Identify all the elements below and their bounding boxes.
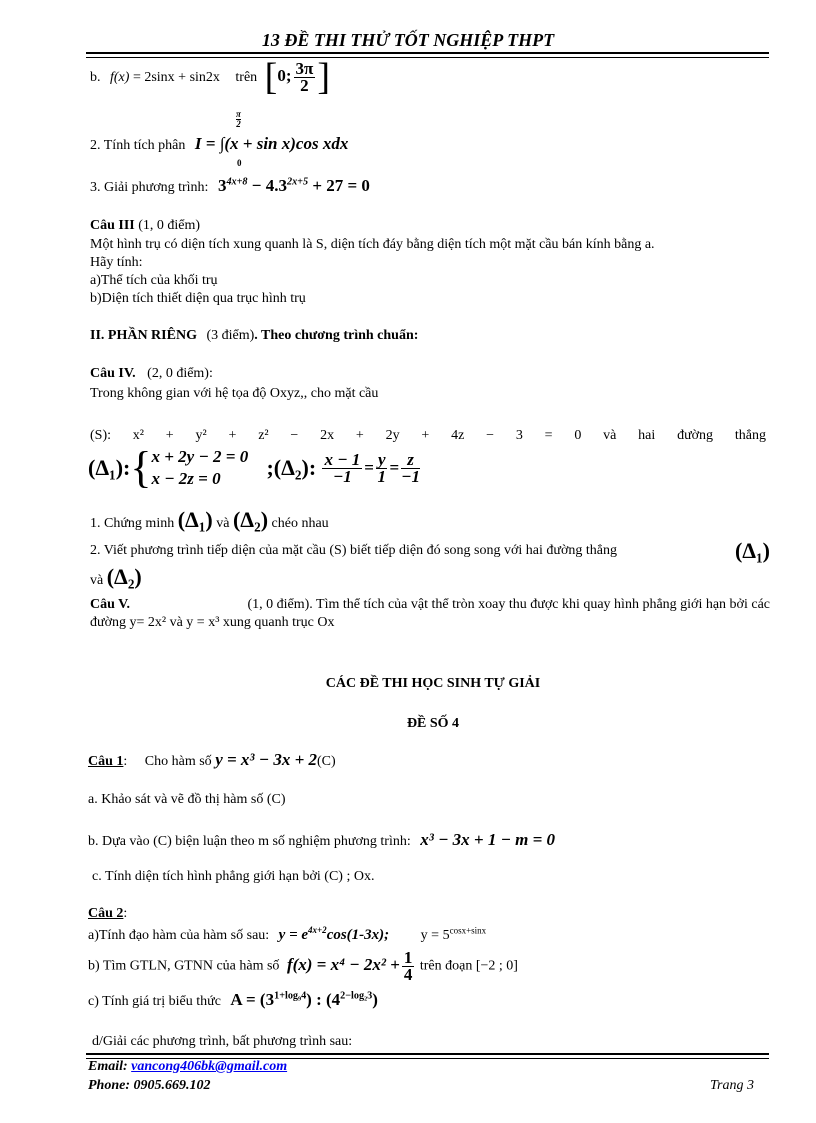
de4-cau1-line	[88, 750, 336, 770]
footer-phone	[88, 1078, 211, 1094]
integral-formula: I = ∫(x + sin x)cos xdx	[194, 134, 349, 153]
email-label: Email:	[88, 1059, 128, 1074]
num: z	[401, 452, 420, 469]
item1-d1: (Δ₁)	[177, 507, 213, 532]
term: −	[290, 428, 299, 443]
num: 1	[403, 948, 413, 967]
part-b-line	[90, 58, 330, 96]
cau4-item2-cont	[90, 564, 142, 590]
interval-fraction	[294, 58, 316, 95]
cau3-line2: Hãy tính:	[90, 255, 143, 270]
term: z²	[258, 428, 269, 443]
c-end: )	[372, 990, 378, 1009]
delta2-frac1	[322, 449, 362, 486]
q2-text: 2. Tính tích phân	[90, 138, 186, 153]
footer-email	[88, 1059, 287, 1075]
integral-upper-limit	[236, 110, 241, 129]
item2-d2: (Δ₂)	[106, 564, 142, 589]
delta2-frac2	[376, 449, 388, 486]
b-formula: f(x) = x⁴ − 2x² +	[286, 954, 400, 974]
delta1-label: (Δ₁):	[88, 455, 131, 480]
phone-label: Phone:	[88, 1078, 130, 1093]
de4-cau2-heading	[88, 906, 127, 922]
part2-heading	[90, 328, 418, 344]
den: 4	[403, 965, 413, 984]
cau3-heading	[90, 218, 200, 234]
delta2-label: ;(Δ₂):	[266, 455, 317, 480]
term: thẳng	[734, 428, 766, 443]
delta2-frac3	[401, 449, 420, 486]
func-expr: = 2sinx + sin2x	[132, 69, 220, 85]
self-solve-subtitle: ĐỀ SỐ 4	[406, 716, 460, 731]
den: −1	[401, 466, 420, 486]
exp1: 4x+8	[226, 176, 248, 188]
b-suffix: trên đoạn [−2 ; 0]	[419, 958, 518, 974]
item1-prefix: 1. Chứng minh	[90, 516, 175, 531]
num: y	[377, 449, 386, 469]
brace-icon: {	[130, 443, 152, 492]
cau5-title: Câu V.	[90, 597, 130, 612]
cau1-text: Cho hàm số	[144, 754, 212, 769]
mid: − 4.3	[247, 176, 287, 195]
delta-lines: (Δ₁):{ x + 2y − 2 = 0 x − 2z = 0 ;(Δ₂): $\frac{x - 1}{-1}$ = $\frac{y}{1}$ = $\frac{z}{-1}$	[88, 443, 420, 492]
q3-text: 3. Giải phương trình:	[90, 180, 209, 195]
cau4-title: Câu IV.	[90, 366, 136, 381]
term: 3	[515, 428, 523, 443]
cau3-line1: Một hình trụ có diện tích xung quanh là S, diện tích đáy bằng diện tích một mặt cầu bán kính bằng a.	[90, 237, 655, 252]
left-bracket: [	[264, 56, 278, 98]
cau2-label: Câu 2	[88, 906, 124, 921]
term: 4z	[451, 428, 465, 443]
q2-line	[90, 134, 348, 154]
cau1-formula: y = x³ − 3x + 2	[215, 750, 318, 769]
colon: :	[123, 754, 128, 769]
delta1-system	[152, 446, 249, 490]
f1: y = e	[278, 927, 309, 943]
colon: :	[123, 906, 128, 921]
term: 2y	[385, 428, 400, 443]
cau3-points: (1, 0 điểm)	[138, 218, 201, 233]
c-exp1: 1+log₉4	[274, 990, 307, 1002]
exp2: 2x+5	[286, 176, 309, 188]
page-number: Trang 3	[710, 1078, 754, 1093]
frac-num: 3π	[295, 58, 314, 78]
item2-text: 2. Viết phương trình tiếp diện của mặt cầu (S) biết tiếp diện đó song song với hai đường thẳng	[90, 543, 617, 558]
cau3-b: b)Diện tích thiết diện qua trục hình trụ	[90, 291, 306, 306]
delta1-eq1: x + 2y − 2 = 0	[151, 447, 249, 466]
integral-lower-limit: 0	[237, 158, 242, 168]
num: x − 1	[324, 449, 361, 469]
f2: y = 5	[420, 928, 450, 943]
b-formula: x³ − 3x + 1 − m = 0	[420, 830, 556, 849]
a-formula1	[279, 927, 390, 943]
cau5-line2: đường y= 2x² và y = x³ xung quanh trục Ox	[90, 615, 335, 630]
de4-cau2-b	[88, 950, 518, 983]
de4-cau2-c	[88, 990, 378, 1010]
item2-and: và	[90, 573, 104, 588]
de4-cau2-d: d/Giải các phương trình, bất phương trình sau:	[92, 1034, 353, 1049]
phone-number: 0905.669.102	[133, 1078, 211, 1093]
base1: 3	[217, 176, 227, 195]
term: +	[355, 428, 364, 443]
item1-d2: (Δ₂)	[232, 507, 269, 532]
cau4-item2	[90, 538, 770, 564]
f1-tail: cos(1-3x);	[326, 927, 390, 943]
cau3-a: a)Thể tích của khối trụ	[90, 273, 218, 288]
right-bracket: ]	[317, 56, 330, 98]
cau3-title: Câu III	[90, 218, 135, 233]
q3-line	[90, 176, 370, 196]
end: + 27 = 0	[308, 176, 370, 195]
cau1-suffix: (C)	[317, 754, 336, 769]
sphere-equation	[90, 428, 766, 444]
func-name: f(x)	[110, 69, 130, 85]
cau1-label: Câu 1	[88, 754, 124, 769]
email-link[interactable]: vancong406bk@gmail.com	[131, 1059, 288, 1074]
term: hai	[638, 428, 656, 443]
f2-exp: cosx+sinx	[449, 925, 487, 936]
cau5-line1	[90, 597, 770, 613]
header-title: 13 ĐỀ THI THỬ TỐT NGHIỆP THPT	[261, 30, 555, 50]
term: x²	[132, 428, 144, 443]
den: 1	[377, 466, 386, 486]
a-formula2	[420, 925, 487, 943]
term: +	[165, 428, 174, 443]
term: (S):	[90, 428, 111, 443]
cau4-points: (2, 0 điểm):	[147, 366, 213, 381]
interval	[264, 56, 330, 98]
upper-num: π	[236, 109, 241, 119]
cau5-text: (1, 0 điểm). Tìm thể tích của vật thể tròn xoay thu được khi quay hình phẳng giới hạn bởi các	[247, 597, 770, 612]
upper-den: 2	[236, 119, 241, 129]
term: −	[486, 428, 495, 443]
b-fraction	[402, 950, 415, 983]
term: 2x	[320, 428, 335, 443]
b-text: b. Dựa vào (C) biện luận theo m số nghiệm phương trình:	[88, 834, 411, 849]
de4-cau2-a	[88, 925, 486, 944]
term: =	[544, 428, 553, 443]
a-text: a)Tính đạo hàm của hàm số sau:	[88, 928, 270, 943]
term: và	[603, 428, 617, 443]
item1-and: và	[216, 516, 230, 531]
c-mid: ) : (4	[306, 990, 341, 1009]
b-text: b) Tìm GTLN, GTNN của hàm số	[88, 958, 280, 974]
part-b-label: b.	[90, 69, 101, 85]
on-label: trên	[235, 69, 258, 85]
de4-cau1-c: c. Tính diện tích hình phẳng giới hạn bởi (C) ; Ox.	[92, 869, 375, 884]
interval-left: 0;	[277, 65, 292, 85]
part2-subtitle: . Theo chương trình chuẩn:	[254, 328, 419, 343]
ca: A = (3	[230, 990, 275, 1009]
cau4-heading	[90, 366, 213, 382]
term: +	[228, 428, 237, 443]
f1-exp: 4x+2	[308, 925, 327, 935]
part2-points: (3 điểm)	[206, 328, 255, 343]
term: đường	[677, 428, 714, 443]
de4-cau1-b	[88, 830, 555, 850]
c-formula	[230, 990, 378, 1009]
den: −1	[332, 466, 352, 486]
cau4-item1	[90, 507, 329, 533]
term: +	[421, 428, 430, 443]
delta1-eq2: x − 2z = 0	[151, 469, 221, 488]
item1-suffix: chéo nhau	[271, 516, 329, 531]
c-exp2: 2−log₂3	[340, 990, 373, 1002]
term: 0	[574, 428, 582, 443]
part2-title: II. PHẦN RIÊNG	[90, 328, 197, 343]
cau4-intro: Trong không gian với hệ tọa độ Oxyz,, cho mặt cầu	[90, 386, 379, 401]
q3-formula	[218, 176, 370, 195]
item2-d1: (Δ₁)	[734, 538, 770, 563]
c-text: c) Tính giá trị biểu thức	[88, 994, 221, 1009]
self-solve-title: CÁC ĐỀ THI HỌC SINH TỰ GIẢI	[325, 676, 541, 691]
frac-den: 2	[300, 75, 309, 95]
de4-cau1-a: a. Khảo sát và vẽ đồ thị hàm số (C)	[88, 792, 286, 807]
term: y²	[195, 428, 207, 443]
